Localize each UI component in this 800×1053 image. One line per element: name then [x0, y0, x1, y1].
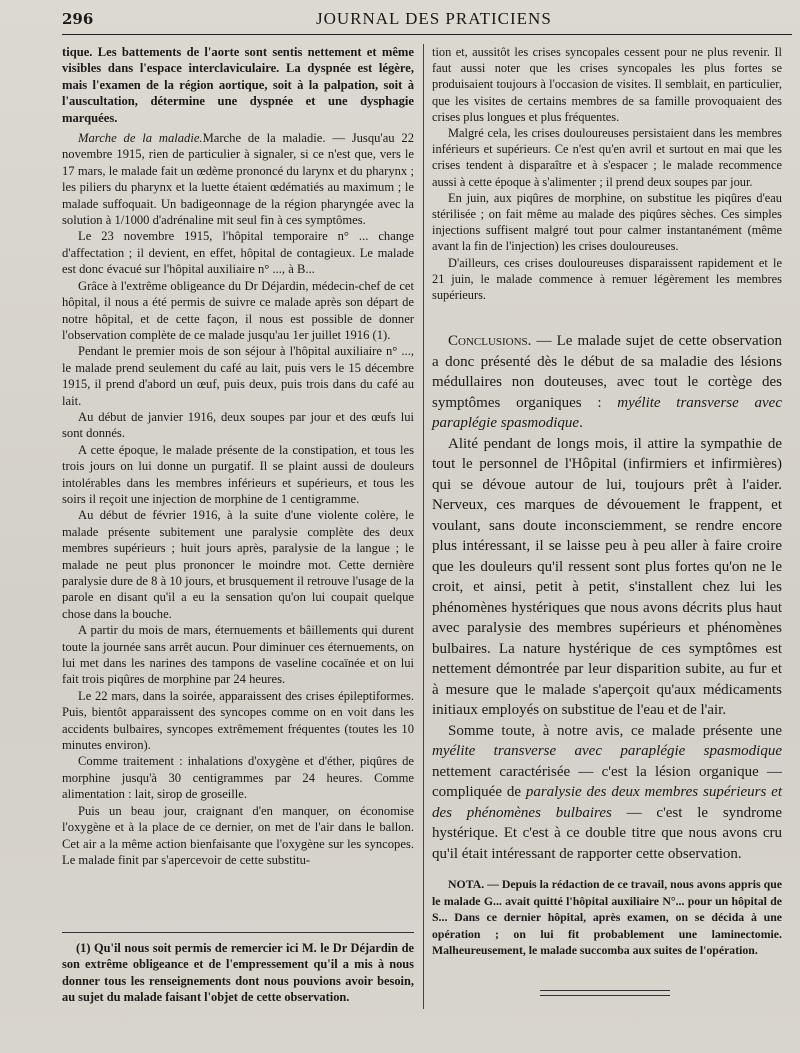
paragraph-text: nettement caractérisée — c'est la lésion organique — compliquée de: [432, 763, 782, 801]
paragraph: tion et, aussitôt les crises syncopales cessent pour ne plus revenir. Il faut aussi noter que les crises syncopales les plus fortes se produisaient toujours à l'occasion de visites. Il semblait, en particulier, que les visites de certains membres de sa famille provoquaient des crises plus longues et plus fréquentes.: [432, 45, 782, 124]
nota-note: NOTA. — Depuis la rédaction de ce travail, nous avons appris que le malade G... avait quitté l'hôpital auxiliaire N°... pour un hôpital de S... Dans ce dernier hôpital, après examen, on se décida à une opération ; on lui fit probablement une laminectomie. Malheureusement, le malade succomba aux suites de l'opération.: [432, 877, 782, 958]
paragraph: Le 22 mars, dans la soirée, apparaissent des crises épileptiformes. Puis, bientôt apparaissent des syncopes comme on en voit dans les accidents bulbaires, syncopes extrêmement fréquentes (toutes les 10 minutes environ).: [62, 688, 414, 753]
paragraph-text: — Le malade sujet de cette observation a donc présenté dès le début de sa maladie des lésions médullaires non douteuses, avec tout le cortège des symptômes organiques :: [432, 333, 782, 411]
paragraph-text: — c'est le syndrome hystérique. Et c'est à ce double titre que nous avons cru qu'il était intéressant de rapporter cette observation.: [432, 804, 782, 862]
right-column-top: [432, 44, 782, 303]
journal-title: JOURNAL DES PRATICIENS: [316, 9, 552, 28]
paragraph: Pendant le premier mois de son séjour à l'hôpital auxiliaire n° ..., le malade prend seulement du café au lait, puis vers le 15 décembre 1915, il prend d'abord un œuf, puis deux, puis trois dans du café au lait.: [62, 344, 414, 408]
paragraph: Puis un beau jour, craignant d'en manquer, on économise l'oxygène et à la place de ce dernier, on met de l'air dans le ballon. Cet air a la même action bienfaisante que l'oxygène sur les syncopes. Le malade finit par s'apercevoir de cette substitu-: [62, 803, 414, 867]
page-number: 296: [62, 10, 94, 28]
conclusions-heading: Conclusions.: [448, 333, 532, 350]
paragraph: Au début de janvier 1916, deux soupes par jour et des œufs lui sont donnés.: [62, 409, 414, 441]
header-rule: [62, 34, 792, 35]
column-divider: [423, 44, 424, 1009]
paragraph: Au début de février 1916, à la suite d'une violente colère, le malade présente subitement une paralysie complète des deux membres supérieurs ; huit jours après, paralysie de la langue ; le malade ne peut plus prononcer le moindre mot. Cette dernière paralysie dure de 8 à 10 jours, et brusquement il retrouve l'usage de la parole en disant qu'il a eu la sensation qu'on lui coupait quelque chose dans la bouche.: [62, 508, 414, 621]
paragraph: A cette époque, le malade présente de la constipation, et tous les trois jours on lui donne un purgatif. Il se plaint aussi de douleurs intolérables dans les membres inférieurs et supérieurs, et tous les soirs il reçoit une injection de morphine de 1 centigramme.: [62, 442, 414, 506]
italic-term: myélite transverse avec paraplégie spasmodique: [432, 394, 782, 432]
left-column: [62, 44, 414, 868]
paragraph: Comme traitement : inhalations d'oxygène et d'éther, piqûres de morphine jusqu'à 30 centigrammes par 24 heures. Comme alimentation : lait, sirop de groseille.: [62, 754, 414, 802]
paragraph: tique. Les battements de l'aorte sont sentis nettement et même visibles dans l'espace interclaviculaire. La dyspnée est légère, mais l'examen de la région aortique, soit à la palpation, soit à l'auscultation, détermine une dyspnée et une dysphagie marquées.: [62, 45, 414, 125]
section-label: Marche de la maladie.: [78, 131, 203, 146]
italic-term: paralysie des deux membres supérieurs et des phénomènes bulbaires: [432, 784, 782, 821]
right-column: [432, 44, 782, 864]
paragraph-text: Marche de la maladie. — Jusqu'au 22 novembre 1915, rien de particulier à signaler, si ce n'est que, vers le 17 mars, le malade fait un œdème prononcé du larynx et du pharynx ; les piliers du pharynx et la luette étaient œdématiés au maximum ; le malade suffoquait. Un badigeonnage de la région pharyngée avec la solution à 1/1000 d'adrénaline mit seul fin à ces symptômes.: [62, 131, 414, 228]
footnote-rule: [62, 932, 414, 933]
paragraph: D'ailleurs, ces crises douloureuses disparaissent rapidement et le 21 juin, le malade commence à remuer légèrement les membres supérieurs.: [432, 255, 782, 303]
paragraph: Le 23 novembre 1915, l'hôpital temporaire n° ... change d'affectation ; il devient, en effet, hôpital de contagieux. Le malade est donc évacué sur l'hôpital auxiliaire n° ..., à B...: [62, 229, 414, 277]
paragraph: Grâce à l'extrême obligeance du Dr Déjardin, médecin-chef de cet hôpital, il nous a été permis de suivre ce malade après son départ de notre hôpital, et de cette façon, il nous est possible de donner l'observation complète de ce malade jusqu'au 1er juillet 1916 (1).: [62, 278, 414, 342]
paragraph: [432, 331, 782, 434]
conclusions-section: [432, 331, 782, 864]
end-rule: [540, 995, 670, 996]
paragraph-text: Somme toute, à notre avis, ce malade présente une: [448, 722, 782, 739]
footnote: (1) Qu'il nous soit permis de remercier ici M. le Dr Déjardin de son extrême obligeance et de l'empressement qu'il a mis à nous donner tous les renseignements dont nous pouvions avoir besoin, au sujet du malade faisant l'objet de cette observation.: [62, 941, 414, 1005]
paragraph: [432, 721, 782, 865]
paragraph: Alité pendant de longs mois, il attire la sympathie de tout le personnel de l'Hôpital (infirmiers et infirmières) qui se dévoue autour de lui, toujours prêt à l'aider. Nerveux, ces marques de dévouement le frappent, et voulant, sans doute inconsciemment, se rendre encore plus intéressant, il se laisse peu à peu aller à faire croire que les douleurs qu'il ressent sont plus fortes qu'on ne le croit, et ainsi, petit à petit, s'installent chez lui les phénomènes hystériques que nous avons décrits plus haut avec paralysie des membres supérieurs et phénomènes bulbaires. La nature hystérique de ces symptômes est nettement démontrée par leur disparition subite, au fur et à mesure que le malade s'aperçoit qu'aux médicaments initiaux employés on substitue de l'eau et de l'air.: [432, 435, 782, 719]
paragraph: A partir du mois de mars, éternuements et bâillements qui durent toute la journée sans arrêt aucun. Pour diminuer ces éternuements, on lui met dans les narines des tampons de vaseline cocaïnée et on lui fait trois piqûres de morphine par 24 heures.: [62, 623, 414, 687]
paragraph: [62, 130, 414, 228]
italic-term: myélite transverse avec paraplégie spasmodique: [432, 743, 782, 760]
page-header: [0, 0, 800, 40]
paragraph-text: .: [579, 415, 583, 432]
end-rule: [540, 990, 670, 991]
paragraph: Malgré cela, les crises douloureuses persistaient dans les membres inférieurs et supérieurs. Ce n'est qu'en avril et surtout en mai que les crises tendent à disparaître et à s'espacer ; le malade recommence aussi à cette époque à s'alimenter ; il prend deux soupes par jour.: [432, 126, 782, 189]
paragraph: En juin, aux piqûres de morphine, on substitue les piqûres d'eau stérilisée ; on fait même au malade des piqûres sèches. Ces simples injections suffisent malgré tout pour calmer instantanément (même avant la fin de l'injection) les crises douloureuses.: [432, 190, 782, 254]
